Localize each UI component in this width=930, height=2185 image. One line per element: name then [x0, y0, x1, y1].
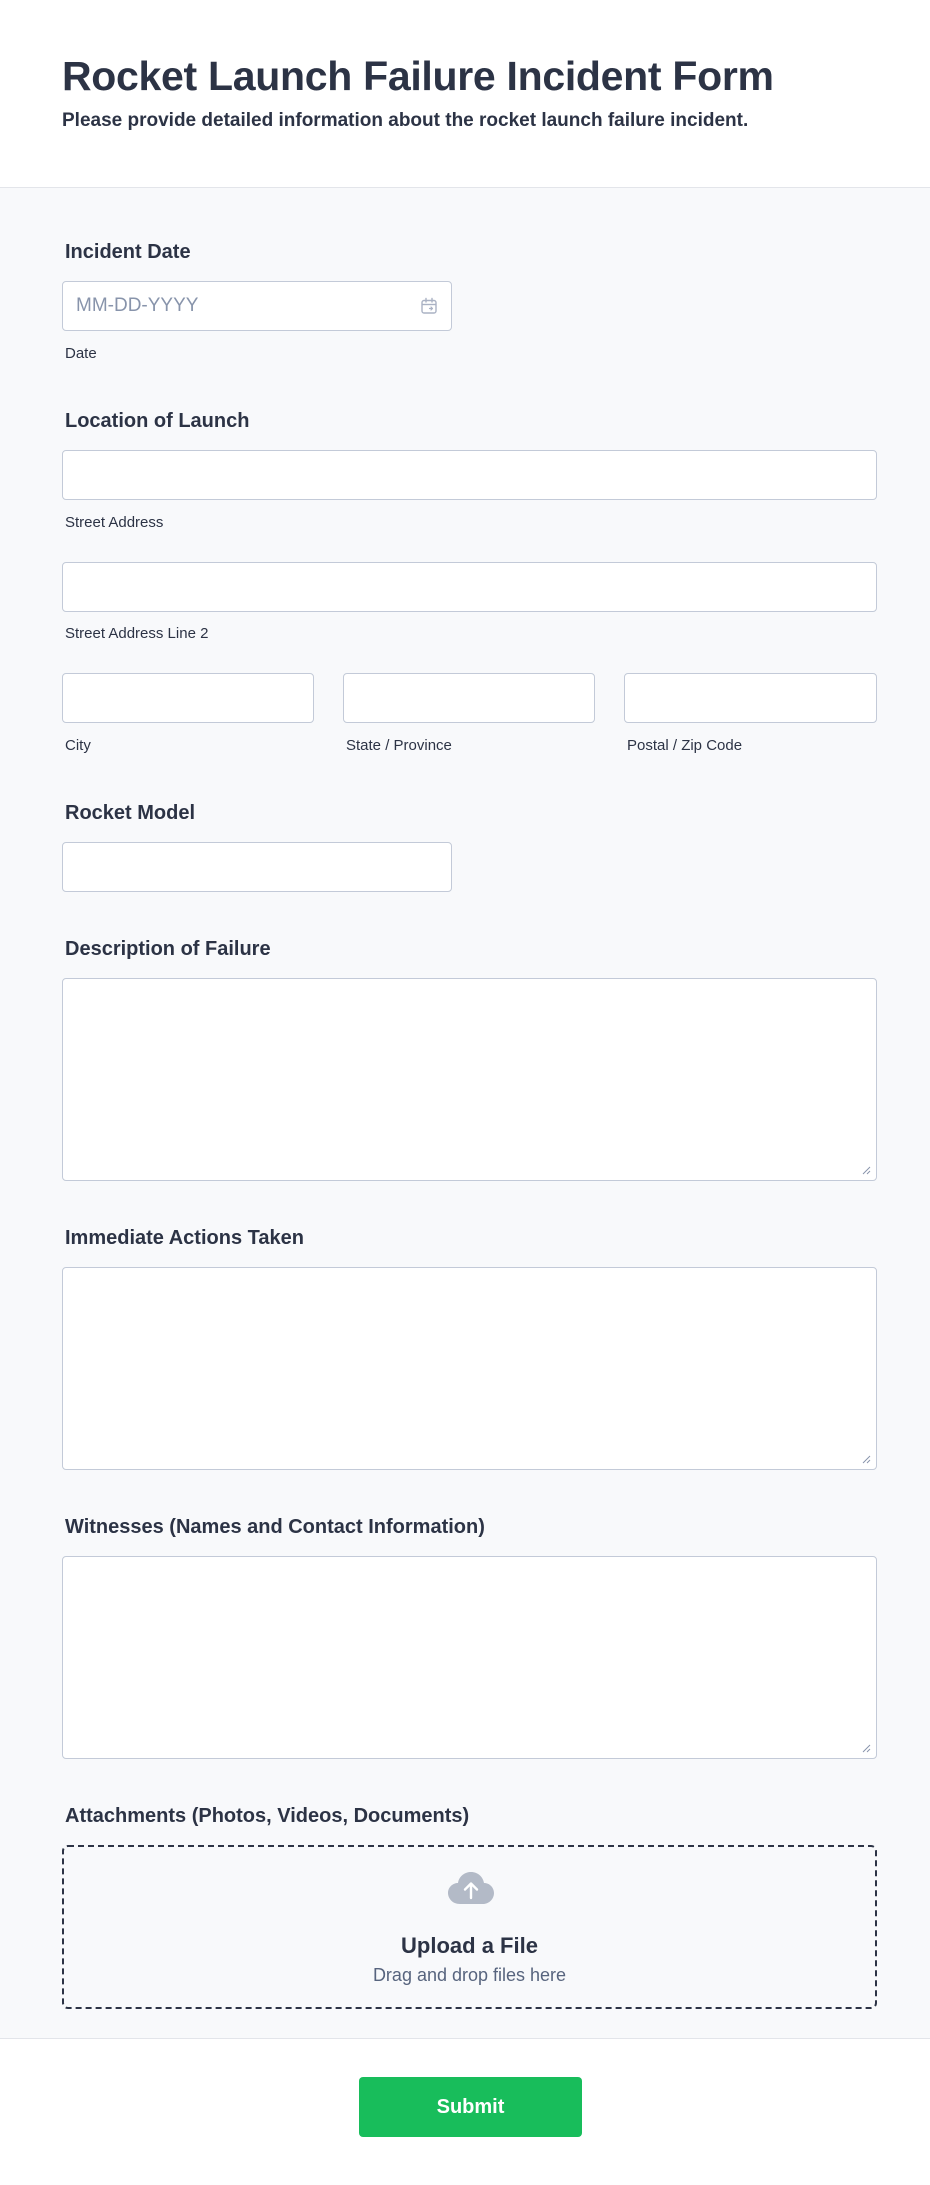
- incident-date-sublabel: Date: [65, 345, 97, 362]
- file-upload-dropzone[interactable]: [62, 1845, 877, 2009]
- form-subtitle: Please provide detailed information about the rocket launch failure incident.: [62, 110, 749, 131]
- resize-grip-icon[interactable]: [861, 1165, 871, 1175]
- upload-title: Upload a File: [401, 1933, 538, 1958]
- description-textarea[interactable]: [62, 978, 877, 1181]
- actions-label: Immediate Actions Taken: [65, 1227, 304, 1249]
- actions-textarea[interactable]: [62, 1267, 877, 1470]
- form-body: [0, 188, 930, 2039]
- city-input[interactable]: [62, 673, 314, 723]
- attachments-label: Attachments (Photos, Videos, Documents): [65, 1805, 470, 1827]
- rocket-model-label: Rocket Model: [65, 802, 196, 824]
- street-address-input[interactable]: [62, 450, 877, 500]
- form-footer: [0, 2039, 930, 2184]
- calendar-icon[interactable]: [420, 297, 438, 315]
- street-address-line2-sublabel: Street Address Line 2: [65, 625, 209, 642]
- incident-date-input[interactable]: [62, 281, 452, 331]
- street-address-sublabel: Street Address: [65, 514, 164, 531]
- city-sublabel: City: [65, 737, 91, 754]
- upload-subtitle: Drag and drop files here: [372, 1965, 567, 1985]
- witnesses-label: Witnesses (Names and Contact Information): [65, 1516, 485, 1538]
- postal-code-input[interactable]: [624, 673, 877, 723]
- submit-button[interactable]: Submit: [359, 2077, 582, 2137]
- witnesses-textarea[interactable]: [62, 1556, 877, 1759]
- location-label: Location of Launch: [65, 410, 250, 432]
- postal-code-sublabel: Postal / Zip Code: [627, 737, 743, 754]
- rocket-model-input[interactable]: [62, 842, 452, 892]
- form-header: [0, 0, 930, 188]
- form-title: Rocket Launch Failure Incident Form: [62, 53, 774, 99]
- description-label: Description of Failure: [65, 938, 271, 960]
- state-input[interactable]: [343, 673, 595, 723]
- resize-grip-icon[interactable]: [861, 1454, 871, 1464]
- cloud-upload-icon: [447, 1871, 495, 1907]
- resize-grip-icon[interactable]: [861, 1743, 871, 1753]
- state-sublabel: State / Province: [346, 737, 452, 754]
- incident-date-label: Incident Date: [65, 241, 191, 263]
- street-address-line2-input[interactable]: [62, 562, 877, 612]
